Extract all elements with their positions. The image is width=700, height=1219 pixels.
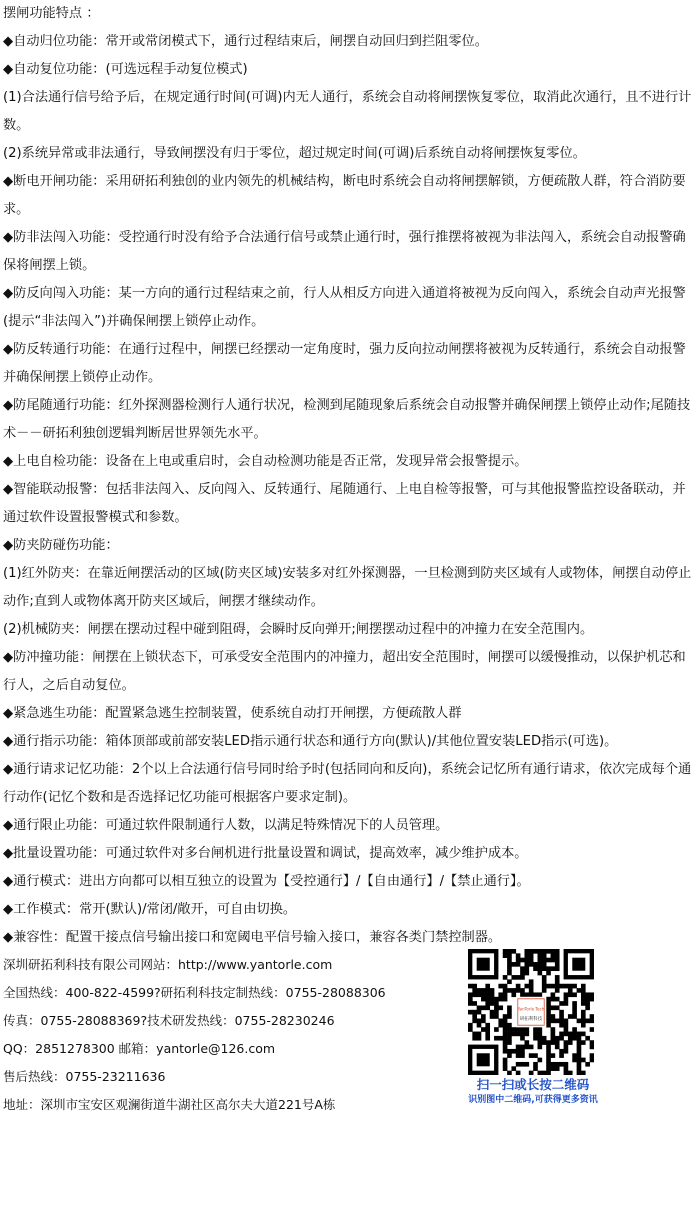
feature-item: ◆断电开闸功能：采用研拓利独创的业内领先的机械结构，断电时系统会自动将闸摆解锁，方便疏散人群，符合消防要求。	[3, 174, 686, 217]
qr-subcaption: 识别图中二维码,可获得更多资讯	[468, 1095, 598, 1105]
feature-item: ◆工作模式：常开(默认)/常闭/敞开，可自由切换。	[3, 902, 297, 917]
feature-item: ◆智能联动报警：包括非法闯入、反向闯入、反转通行、尾随通行、上电自检等报警，可与其他报警监控设备联动，并通过软件设置报警模式和参数。	[3, 482, 686, 525]
document-title: 摆闸功能特点 ：	[3, 6, 100, 21]
feature-item: ◆通行指示功能：箱体顶部或前部安装LED指示通行状态和通行方向(默认)/其他位置安装LED指示(可选)。	[3, 734, 618, 749]
feature-item: ◆防反向闯入功能：某一方向的通行过程结束之前，行人从相反方向进入通道将被视为反向闯入，系统会自动声光报警(提示“非法闯入”)并确保闸摆上锁停止动作。	[3, 286, 686, 329]
qr-code-image[interactable]	[468, 949, 594, 1075]
feature-item: ◆批量设置功能：可通过软件对多台闸机进行批量设置和调试，提高效率，减少维护成本。	[3, 846, 528, 861]
after-sales-line: 售后热线：0755-23211636	[3, 1069, 166, 1084]
feature-item: ◆紧急逃生功能：配置紧急逃生控制装置，使系统自动打开闸摆，方便疏散人群	[3, 706, 462, 721]
feature-item: ◆通行请求记忆功能：2个以上合法通行信号同时给予时(包括同向和反向)，系统会记忆所有通行请求，依次完成每个通行动作(记忆个数和是否选择记忆功能可根据客户要求定制)。	[3, 762, 692, 805]
feature-item: ◆自动归位功能：常开或常闭模式下，通行过程结束后，闸摆自动回归到拦阻零位。	[3, 34, 488, 49]
feature-item: ◆防夹防碰伤功能：	[3, 538, 119, 553]
feature-item: ◆防尾随通行功能：红外探测器检测行人通行状况，检测到尾随现象后系统会自动报警并确保闸摆上锁停止动作;尾随技术－－研拓利独创逻辑判断居世界领先水平。	[3, 398, 691, 441]
feature-subitem: (1)红外防夹：在靠近闸摆活动的区域(防夹区域)安装多对红外探测器，一旦检测到防夹区域有人或物体，闸摆自动停止动作;直到人或物体离开防夹区域后，闸摆才继续动作。	[3, 566, 692, 609]
feature-subitem: (2)机械防夹：闸摆在摆动过程中碰到阻碍，会瞬时反向弹开;闸摆摆动过程中的冲撞力在安全范围内。	[3, 622, 594, 637]
fax-line: 传真：0755-28088369?技术研发热线：0755-28230246	[3, 1013, 335, 1028]
feature-item: ◆防反转通行功能：在通行过程中，闸摆已经摆动一定角度时，强力反向拉动闸摆将被视为反转通行，系统会自动报警并确保闸摆上锁停止动作。	[3, 342, 686, 385]
qr-logo-text-cn: 研拓利科技	[519, 1016, 543, 1022]
company-website-line: 深圳研拓利科技有限公司网站：http://www.yantorle.com	[3, 957, 333, 972]
feature-item: ◆通行限止功能：可通过软件限制通行人数，以满足特殊情况下的人员管理。	[3, 818, 449, 833]
hotline-line: 全国热线：400-822-4599?研拓利科技定制热线：0755-28088306	[3, 985, 386, 1000]
qr-logo-text-en: YanTorle Tech	[517, 1006, 545, 1012]
qq-email-line: QQ：2851278300 邮箱：yantorle@126.com	[3, 1041, 276, 1056]
contact-info	[3, 951, 443, 1119]
feature-document	[3, 0, 697, 952]
feature-item: ◆自动复位功能：(可选远程手动复位模式)	[3, 62, 248, 77]
feature-subitem: (2)系统异常或非法通行，导致闸摆没有归于零位，超过规定时间(可调)后系统自动将闸摆恢复零位。	[3, 146, 586, 161]
qr-caption: 扫一扫或长按二维码	[476, 1077, 590, 1092]
feature-subitem: (1)合法通行信号给予后，在规定通行时间(可调)内无人通行，系统会自动将闸摆恢复零位，取消此次通行，且不进行计数。	[3, 90, 692, 133]
feature-item: ◆防非法闯入功能：受控通行时没有给予合法通行信号或禁止通行时，强行推摆将被视为非法闯入，系统会自动报警确保将闸摆上锁。	[3, 230, 686, 273]
feature-item: ◆兼容性：配置干接点信号输出接口和宽阈电平信号输入接口，兼容各类门禁控制器。	[3, 930, 502, 945]
feature-item: ◆上电自检功能：设备在上电或重启时，会自动检测功能是否正常，发现异常会报警提示。	[3, 454, 528, 469]
feature-item: ◆防冲撞功能：闸摆在上锁状态下，可承受安全范围内的冲撞力，超出安全范围时，闸摆可以缓慢推动，以保护机芯和行人，之后自动复位。	[3, 650, 686, 693]
address-line: 地址：深圳市宝安区观澜街道牛湖社区高尔夫大道221号A栋	[3, 1097, 336, 1112]
feature-item: ◆通行模式：进出方向都可以相互独立的设置为【受控通行】/【自由通行】/【禁止通行】。	[3, 874, 530, 889]
